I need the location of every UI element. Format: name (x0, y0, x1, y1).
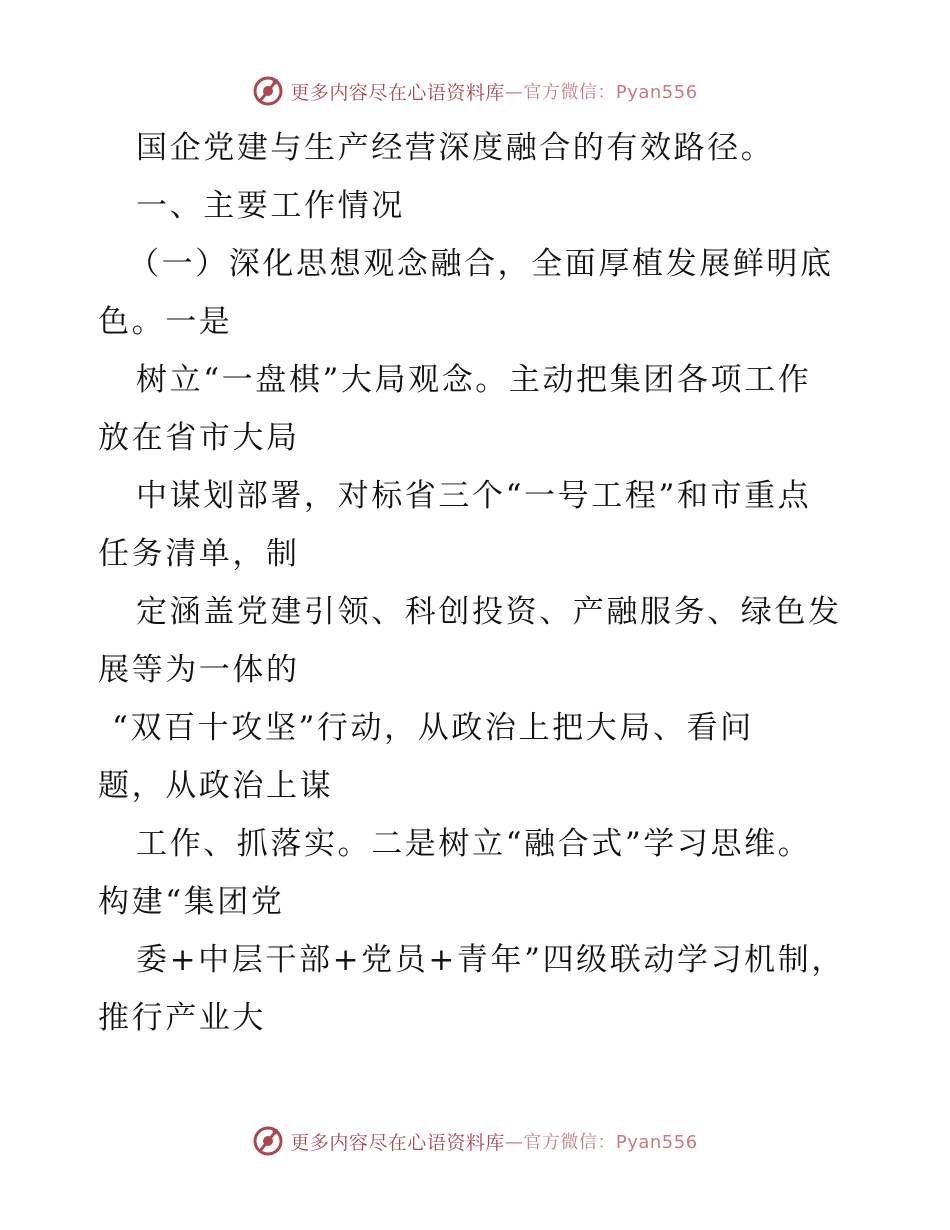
text-line: 展等为一体的 (98, 652, 300, 688)
text-line: 中谋划部署，对标省三个“一号工程”和市重点 (136, 478, 812, 514)
text-line: 委+中层干部+党员+青年”四级联动学习机制， (136, 942, 845, 978)
text-line: 色。一是 (98, 304, 233, 340)
text-line: 构建“集团党 (98, 884, 285, 920)
text-line: 工作、抓落实。二是树立“融合式”学习思维。 (136, 826, 812, 862)
watermark-contact-text: —官方微信：Pyan556 (504, 1132, 698, 1153)
watermark-logo-icon (252, 75, 284, 107)
watermark-site-text: 更多内容尽在心语资料库 (290, 1131, 505, 1154)
footer-watermark (0, 1121, 950, 1161)
text-line: 定涵盖党建引领、科创投资、产融服务、绿色发 (136, 594, 842, 630)
text-line: 放在省市大局 (98, 420, 300, 456)
watermark-contact-text: —官方微信：Pyan556 (504, 82, 698, 103)
header-watermark (0, 71, 950, 111)
text-line: 国企党建与生产经营深度融合的有效路径。 (136, 130, 775, 166)
text-line: 任务清单，制 (98, 536, 300, 572)
text-line: 题，从政治上谋 (98, 768, 334, 804)
watermark-site-text: 更多内容尽在心语资料库 (290, 81, 505, 104)
section-heading: 一、主要工作情况 (136, 188, 405, 224)
text-line: 树立“一盘棋”大局观念。主动把集团各项工作 (136, 362, 812, 398)
subsection-heading: （一）深化思想观念融合，全面厚植发展鲜明底 (128, 246, 834, 282)
text-line: “双百十攻坚”行动，从政治上把大局、看问 (112, 710, 754, 746)
watermark-logo-icon (252, 1125, 284, 1157)
text-line: 推行产业大 (98, 1000, 266, 1036)
document-body (98, 119, 868, 1047)
